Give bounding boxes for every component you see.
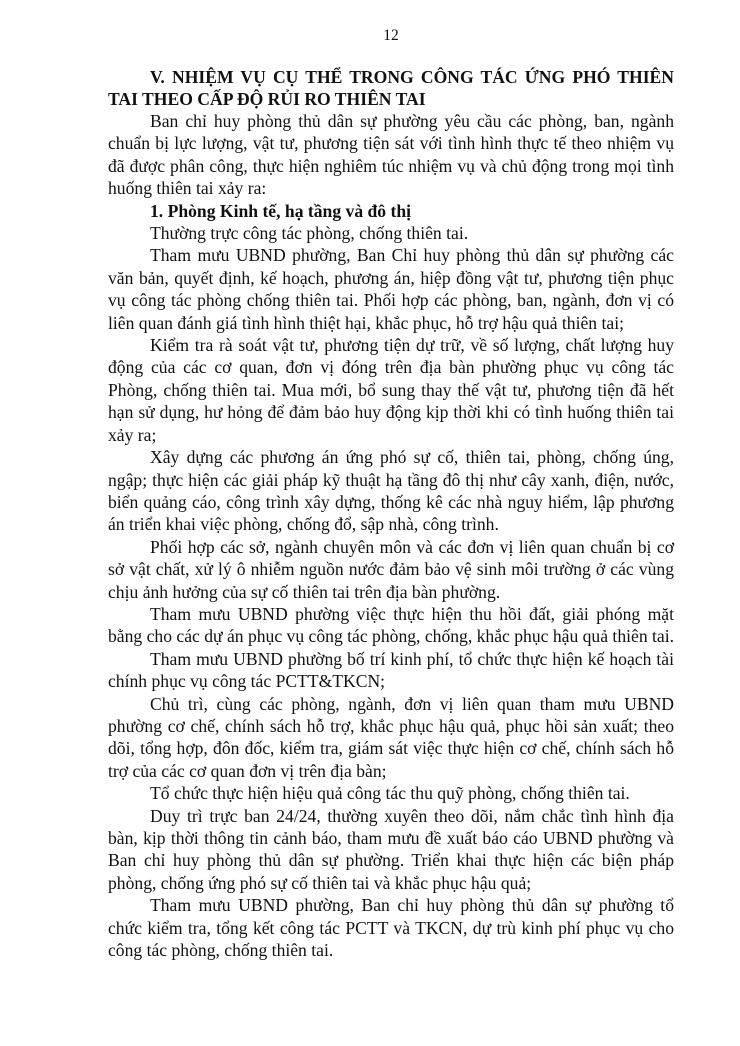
paragraph: Xây dựng các phương án ứng phó sự cố, thiên tai, phòng, chống úng, ngập; thực hiện các giải pháp kỹ thuật hạ tầng đô thị như cây xanh, điện, nước, biển quảng cáo, công trình xây dựng, thống kê các nhà nguy hiểm, lập phương án triển khai việc phòng, chống đổ, sập nhà, công trình. — [108, 447, 674, 535]
paragraph: Tham mưu UBND phường việc thực hiện thu hồi đất, giải phóng mặt bằng cho các dự án phục vụ công tác phòng, chống, khắc phục hậu quả thiên tai. — [108, 603, 674, 647]
paragraph: Tham mưu UBND phường bố trí kinh phí, tổ chức thực hiện kế hoạch tài chính phục vụ công tác PCTT&TKCN; — [108, 648, 674, 692]
paragraph: Duy trì trực ban 24/24, thường xuyên theo dõi, nắm chắc tình hình địa bàn, kịp thời thông tin cảnh báo, tham mưu đề xuất báo cáo UBND phường và Ban chỉ huy phòng thủ dân sự phường. Triển khai thực hiện các biện pháp phòng, chống ứng phó sự cố thiên tai và khắc phục hậu quả; — [108, 805, 674, 893]
section-heading: V. NHIỆM VỤ CỤ THỂ TRONG CÔNG TÁC ỨNG PHÓ THIÊN TAI THEO CẤP ĐỘ RỦI RO THIÊN TAI — [108, 67, 674, 109]
paragraph: Chủ trì, cùng các phòng, ngành, đơn vị liên quan tham mưu UBND phường cơ chế, chính sách hỗ trợ, khắc phục hậu quả, phục hồi sản xuất; theo dõi, tổng hợp, đôn đốc, kiểm tra, giám sát việc thực hiện cơ chế, chính sách hỗ trợ của các cơ quan đơn vị trên địa bàn; — [108, 693, 674, 781]
paragraph: Phối hợp các sở, ngành chuyên môn và các đơn vị liên quan chuẩn bị cơ sở vật chất, xử lý ô nhiễm nguồn nước đảm bảo vệ sinh môi trường ở các vùng chịu ảnh hưởng của sự cố thiên tai trên địa bàn phường. — [108, 536, 674, 602]
paragraph: Tham mưu UBND phường, Ban chỉ huy phòng thủ dân sự phường tổ chức kiểm tra, tổng kết công tác PCTT và TKCN, dự trù kinh phí phục vụ cho công tác phòng, chống thiên tai. — [108, 895, 674, 961]
document-page — [108, 26, 674, 961]
intro-paragraph: Ban chỉ huy phòng thủ dân sự phường yêu cầu các phòng, ban, ngành chuẩn bị lực lượng, vật tư, phương tiện sát với tình hình thực tế theo nhiệm vụ đã được phân công, thực hiện nghiêm túc nhiệm vụ và chủ động trong mọi tình huống thiên tai xảy ra: — [108, 111, 674, 199]
paragraph: Tổ chức thực hiện hiệu quả công tác thu quỹ phòng, chống thiên tai. — [150, 783, 630, 804]
paragraph: Kiểm tra rà soát vật tư, phương tiện dự trữ, về số lượng, chất lượng huy động của các cơ quan, đơn vị đóng trên địa bàn phường phục vụ công tác Phòng, chống thiên tai. Mua mới, bổ sung thay thế vật tư, phương tiện đã hết hạn sử dụng, hư hỏng để đảm bảo huy động kịp thời khi có tình huống thiên tai xảy ra; — [108, 335, 674, 445]
paragraph: Thường trực công tác phòng, chống thiên tai. — [150, 223, 469, 244]
page-number: 12 — [383, 27, 399, 44]
paragraph: Tham mưu UBND phường, Ban Chỉ huy phòng thủ dân sự phường các văn bản, quyết định, kế hoạch, phương án, hiệp đồng vật tư, phương tiện phục vụ công tác phòng chống thiên tai. Phối hợp các phòng, ban, ngành, đơn vị có liên quan đánh giá tình hình thiệt hại, khắc phục, hỗ trợ hậu quả thiên tai; — [108, 245, 674, 333]
sub-heading: 1. Phòng Kinh tế, hạ tầng và đô thị — [150, 200, 412, 221]
